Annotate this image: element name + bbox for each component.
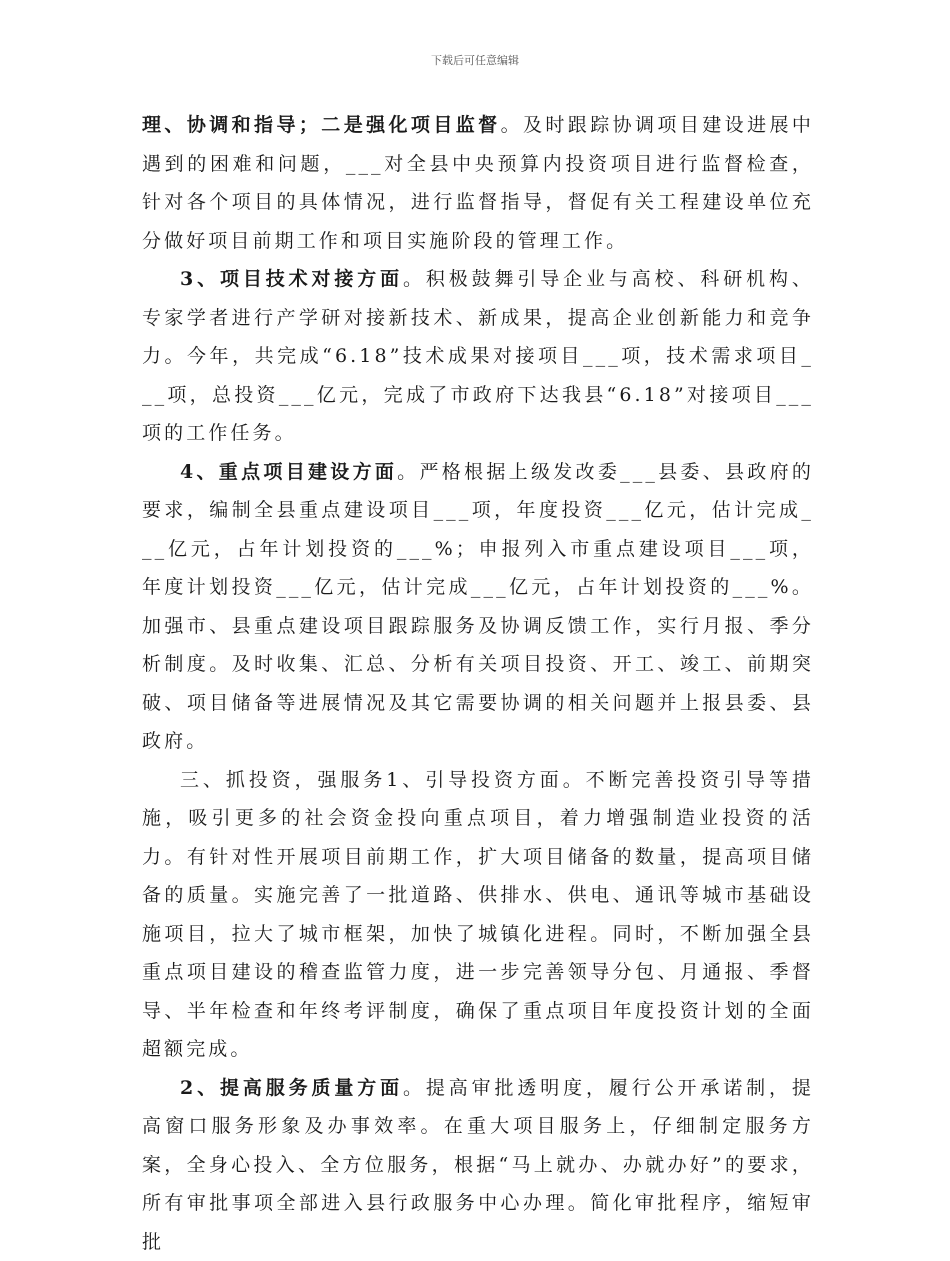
paragraph-text: 。严格根据上级发改委___县委、县政府的要求，编制全县重点建设项目___项，年度投资___亿元，估计完成___亿元，占年计划投资的___%；申报列入市重点建设项目___项，年度计划投资___亿元，估计完成___亿元，占年计划投资的___%。加强市、县重点建设项目跟踪服务及协调反馈工作，实行月报、季分析制度。及时收集、汇总、分析有关项目投资、开工、竣工、前期突破、项目储备等进展情况及其它需要协调的相关问题并上报县委、县政府。 [142,461,814,753]
paragraph-tech-docking [142,260,814,453]
paragraph-heading: 理、协调和指导；二是强化项目监督 [142,114,501,136]
paragraph-key-projects [142,453,814,761]
document-body [142,106,814,1261]
paragraph-investment-guidance [142,761,814,1069]
paragraph-text: 。积极鼓舞引导企业与高校、科研机构、专家学者进行产学研对接新技术、新成果，提高企业创新能力和竞争力。今年，共完成“6.18”技术成果对接项目___项，技术需求项目___项，总投资___亿元，完成了市政府下达我县“6.18”对接项目___项的工作任务。 [142,268,814,444]
paragraph-heading: 2、提高服务质量方面 [180,1077,403,1099]
paragraph-service-quality [142,1069,814,1261]
paragraph-heading: 3、项目技术对接方面 [180,268,403,290]
paragraph-text: 。提高审批透明度，履行公开承诺制，提高窗口服务形象及办事效率。在重大项目服务上，仔细制定服务方案，全身心投入、全方位服务，根据“马上就办、办就办好”的要求，所有审批事项全部进入县行政服务中心办理。简化审批程序，缩短审批 [142,1077,814,1253]
paragraph-text: 三、抓投资，强服务1、引导投资方面。不断完善投资引导等措施，吸引更多的社会资金投向重点项目，着力增强制造业投资的活力。有针对性开展项目前期工作，扩大项目储备的数量，提高项目储备的质量。实施完善了一批道路、供排水、供电、通讯等城市基础设施项目，拉大了城市框架，加快了城镇化进程。同时，不断加强全县重点项目建设的稽查监管力度，进一步完善领导分包、月通报、季督导、半年检查和年终考评制度，确保了重点项目年度投资计划的全面超额完成。 [142,769,814,1061]
paragraph-text: 。及时跟踪协调项目建设进展中遇到的困难和问题，___对全县中央预算内投资项目进行监督检查，针对各个项目的具体情况，进行监督指导，督促有关工程建设单位充分做好项目前期工作和项目实施阶段的管理工作。 [142,114,814,252]
paragraph-project-supervision [142,106,814,260]
paragraph-heading: 4、重点项目建设方面 [180,461,397,483]
page-header-note: 下载后可任意编辑 [0,52,950,68]
